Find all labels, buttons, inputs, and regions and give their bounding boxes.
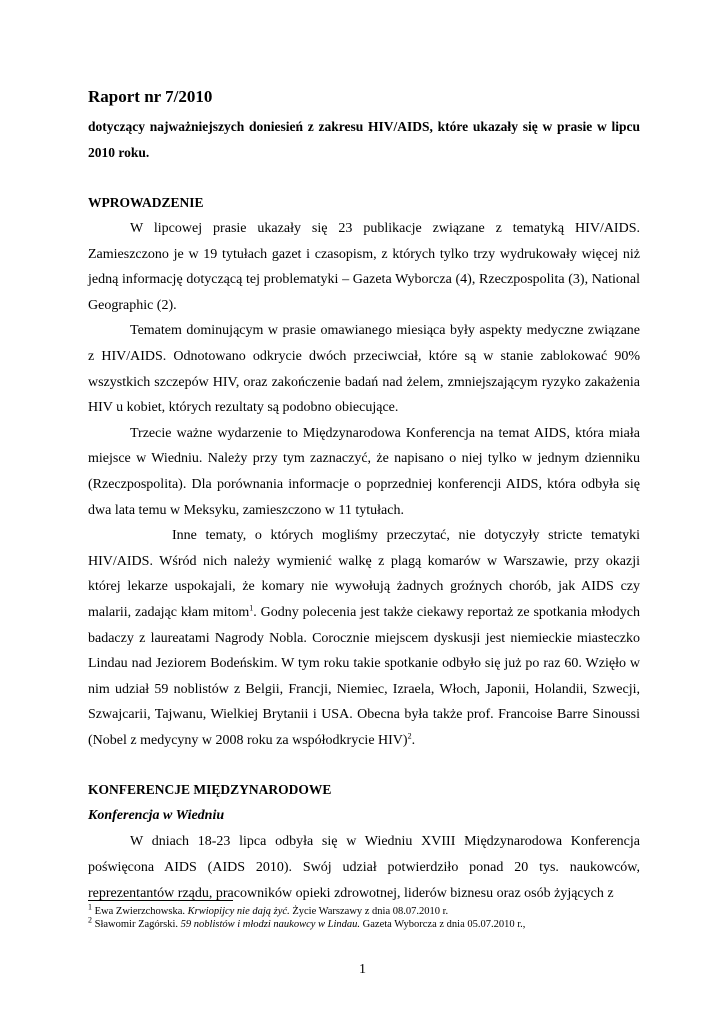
intro-paragraph-3: Trzecie ważne wydarzenie to Międzynarodowa Konferencja na temat AIDS, która miała miejsce w Wiedniu. Należy przy tym zaznaczyć, że napisano o niej tylko w jednym dzienniku (Rzeczpospolita). Dla porównania informacje o poprzedniej konferencji AIDS, która odbyła się dwa lata temu w Meksyku, zamieszczono w 11 tytułach.: [88, 425, 640, 518]
report-subtitle: dotyczący najważniejszych doniesień z zakresu HIV/AIDS, które ukazały się w prasie w lipcu 2010 roku.: [88, 119, 640, 160]
footnotes: [88, 900, 640, 931]
footnote-author: Sławomir Zagórski.: [92, 919, 181, 930]
intro-paragraph-2: Tematem dominującym w prasie omawianego miesiąca były aspekty medyczne związane z HIV/AIDS. Odnotowano odkrycie dwóch przeciwciał, które są w stanie zablokować 90% wszystkich szczepów HIV, oraz zakończenie badań nad żelem, zmniejszającym ryzyko zakażenia HIV u kobiet, których rezultaty są podobno obiecujące.: [88, 323, 640, 416]
footnote-work: 59 noblistów i młodzi naukowcy w Lindau.: [180, 919, 361, 930]
conference-paragraph: W dniach 18-23 lipca odbyła się w Wiedniu XVIII Międzynarodowa Konferencja poświęcona AIDS (AIDS 2010). Swój udział potwierdziło ponad 20 tys. naukowców, reprezentantów rządu, pracowników opieki zdrowotnej, liderów biznesu oraz osób żyjących z: [88, 834, 640, 901]
document-body: [88, 86, 640, 906]
footnote-author: Ewa Zwierzchowska.: [92, 906, 188, 917]
footnote-source: Gazeta Wyborcza z dnia 05.07.2010 r.,: [360, 919, 526, 930]
page-number: 1: [359, 962, 366, 977]
footnote-1: [88, 902, 640, 918]
footnote-work: Krwiopijcy nie dają żyć.: [187, 906, 290, 917]
intro-heading: WPROWADZENIE: [88, 195, 204, 210]
footnote-divider: [88, 900, 233, 901]
footnote-ref-1[interactable]: 1: [249, 603, 254, 613]
conferences-heading: KONFERENCJE MIĘDZYNARODOWE: [88, 782, 332, 798]
footnote-ref-2[interactable]: 2: [407, 731, 412, 741]
paragraph-4-text-a: Inne tematy, o których mogliśmy przeczytać, nie dotyczyły stricte tematyki HIV/AIDS. Wśród nich należy wymienić walkę z plagą komarów w Warszawie, przy okazji której lekarze uspokajali, że komary nie wywołują żadnych groźnych chorób, jak AIDS czy malarii, zadając kłam mitom: [88, 528, 640, 620]
footnote-number: 2: [88, 915, 92, 925]
spacer: [88, 166, 640, 190]
spacer: [88, 753, 640, 777]
footnote-2: [88, 915, 640, 931]
intro-paragraph-4: [88, 523, 640, 753]
footnote-source: Życie Warszawy z dnia 08.07.2010 r.: [289, 906, 449, 917]
intro-paragraph-1: W lipcowej prasie ukazały się 23 publikacje związane z tematyką HIV/AIDS. Zamieszczono je w 19 tytułach gazet i czasopism, z których tylko trzy wydrukowały więcej niż jedną informację dotyczącą tej problematyki – Gazeta Wyborcza (4), Rzeczpospolita (3), National Geographic (2).: [88, 221, 640, 313]
paragraph-4-text-c: .: [411, 732, 416, 748]
footnote-number: 1: [88, 902, 92, 912]
report-title: Raport nr 7/2010: [88, 87, 213, 106]
paragraph-4-text-b: . Godny polecenia jest także ciekawy reportaż ze spotkania młodych badaczy z laureatami Nagrody Nobla. Corocznie miejscem dyskusji jest niemieckie miasteczko Lindau nad Jeziorem Bodeńskim. W tym roku takie spotkanie odbyło się już po raz 60. Wzięło w nim udział 59 noblistów z Belgii, Francji, Niemiec, Izraela, Włoch, Japonii, Holandii, Szwecji, Szwajcarii, Tajwanu, Wielkiej Brytanii i USA. Obecna była także prof. Francoise Barre Sinoussi (Nobel z medycyny w 2008 roku za współodkrycie HIV): [88, 604, 640, 748]
vienna-conference-subheading: Konferencja w Wiedniu: [88, 808, 225, 824]
